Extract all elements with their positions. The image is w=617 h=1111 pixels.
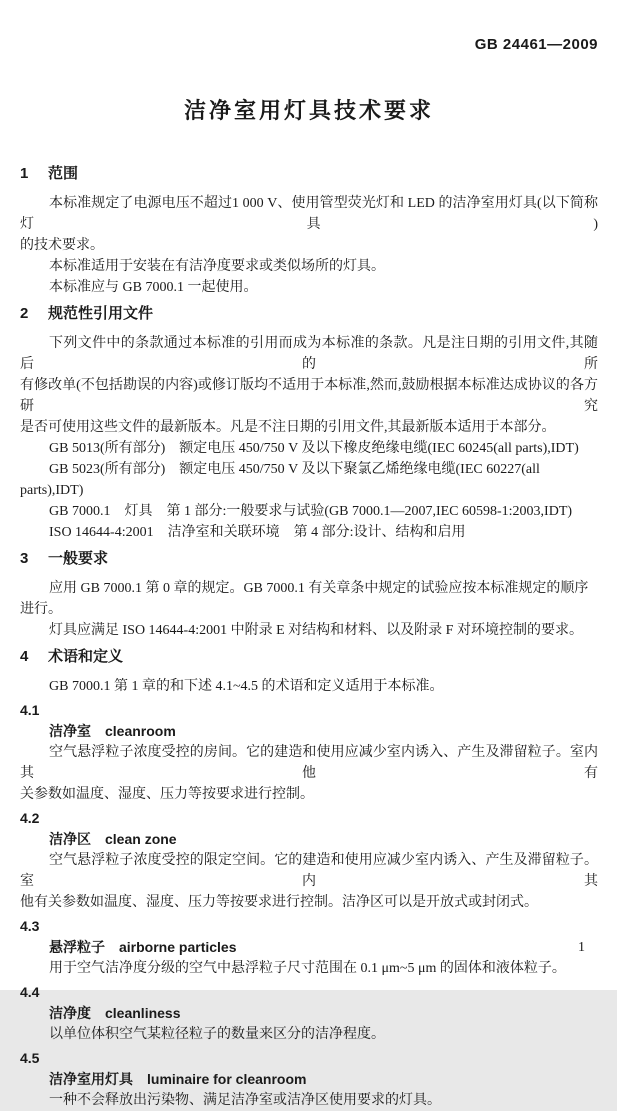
term-zh: 洁净度 (49, 1005, 91, 1021)
clause-number-4-4: 4.4 (20, 984, 40, 1000)
term-4-4 (20, 1003, 598, 1024)
clause-number-4-3: 4.3 (20, 918, 40, 934)
term-en: luminaire for cleanroom (147, 1071, 307, 1087)
definition-line: 一种不会释放出污染物、满足洁净室或洁净区使用要求的灯具。 (49, 1093, 441, 1108)
section-4-number: 4 (20, 648, 29, 665)
definition-line: 他有关参数如温度、湿度、压力等按要求进行控制。洁净区可以是开放式或封闭式。 (20, 895, 538, 910)
term-zh: 洁净区 (49, 831, 91, 847)
definition-line: 关参数如温度、湿度、压力等按要求进行控制。 (20, 787, 314, 802)
paragraph-line: 本标准适用于安装在有洁净度要求或类似场所的灯具。 (49, 259, 385, 274)
section-3-heading (20, 549, 598, 569)
definition-line: 空气悬浮粒子浓度受控的限定空间。它的建造和使用应减少室内诱入、产生及滞留粒子。室内其 (20, 853, 598, 889)
paragraph-line: 下列文件中的条款通过本标准的引用而成为本标准的条款。凡是注日期的引用文件,其随后的所 (20, 336, 598, 372)
paragraph-line: 本标准规定了电源电压不超过1 000 V、使用管型荧光灯和 LED 的洁净室用灯具(以下简称灯具) (20, 196, 598, 232)
clause-number-4-5: 4.5 (20, 1050, 40, 1066)
term-en: cleanliness (105, 1005, 181, 1021)
paragraph-line: 应用 GB 7000.1 第 0 章的规定。GB 7000.1 有关章条中规定的试验应按本标准规定的顺序进行。 (20, 581, 589, 617)
section-2-title: 规范性引用文件 (48, 305, 154, 322)
section-1-title: 范围 (48, 165, 79, 182)
page-number: 1 (578, 940, 585, 955)
clause-number-4-1: 4.1 (20, 702, 40, 718)
paragraph-line: 是否可使用这些文件的最新版本。凡是不注日期的引用文件,其最新版本适用于本部分。 (20, 420, 556, 435)
section-2-number: 2 (20, 305, 29, 322)
reference-item: GB 7000.1 灯具 第 1 部分:一般要求与试验(GB 7000.1—2007,IEC 60598-1:2003,IDT) (49, 504, 573, 519)
section-2-heading (20, 304, 598, 324)
section-4-title: 术语和定义 (48, 648, 124, 665)
term-4-5 (20, 1069, 598, 1090)
term-4-3 (20, 937, 598, 958)
term-4-1 (20, 721, 598, 742)
clause-number-4-2: 4.2 (20, 810, 40, 826)
paragraph-line: 的技术要求。 (20, 238, 104, 253)
definition-line: 空气悬浮粒子浓度受控的房间。它的建造和使用应减少室内诱入、产生及滞留粒子。室内其他有 (20, 745, 598, 781)
section-4-heading (20, 647, 598, 667)
section-1-heading (20, 164, 598, 184)
term-zh: 洁净室用灯具 (49, 1071, 133, 1087)
term-zh: 悬浮粒子 (49, 939, 105, 955)
term-en: airborne particles (119, 939, 237, 955)
term-en: clean zone (105, 831, 177, 847)
section-1-number: 1 (20, 165, 29, 182)
paragraph-line: 灯具应满足 ISO 14644-4:2001 中附录 E 对结构和材料、以及附录 F 对环境控制的要求。 (49, 623, 583, 638)
reference-item: GB 5023(所有部分) 额定电压 450/750 V 及以下聚氯乙烯绝缘电缆(IEC 60227(all parts),IDT) (20, 462, 540, 498)
paragraph-line: GB 7000.1 第 1 章的和下述 4.1~4.5 的术语和定义适用于本标准。 (49, 679, 444, 694)
term-4-2 (20, 829, 598, 850)
paragraph-line: 本标准应与 GB 7000.1 一起使用。 (49, 280, 258, 295)
term-zh: 洁净室 (49, 723, 91, 739)
section-3-title: 一般要求 (48, 550, 109, 567)
section-3-number: 3 (20, 550, 29, 567)
reference-item: GB 5013(所有部分) 额定电压 450/750 V 及以下橡皮绝缘电缆(IEC 60245(all parts),IDT) (49, 441, 579, 456)
document-title: 洁净室用灯具技术要求 (183, 98, 434, 123)
term-en: cleanroom (105, 723, 176, 739)
standard-number: GB 24461—2009 (474, 36, 598, 53)
definition-line: 用于空气洁净度分级的空气中悬浮粒子尺寸范围在 0.1 μm~5 μm 的固体和液体粒子。 (49, 961, 566, 976)
reference-item: ISO 14644-4:2001 洁净室和关联环境 第 4 部分:设计、结构和启用 (49, 525, 466, 540)
paragraph-line: 有修改单(不包括勘误的内容)或修订版均不适用于本标准,然而,鼓励根据本标准达成协议的各方研究 (20, 378, 598, 414)
definition-line: 以单位体积空气某粒径粒子的数量来区分的洁净程度。 (49, 1027, 385, 1042)
